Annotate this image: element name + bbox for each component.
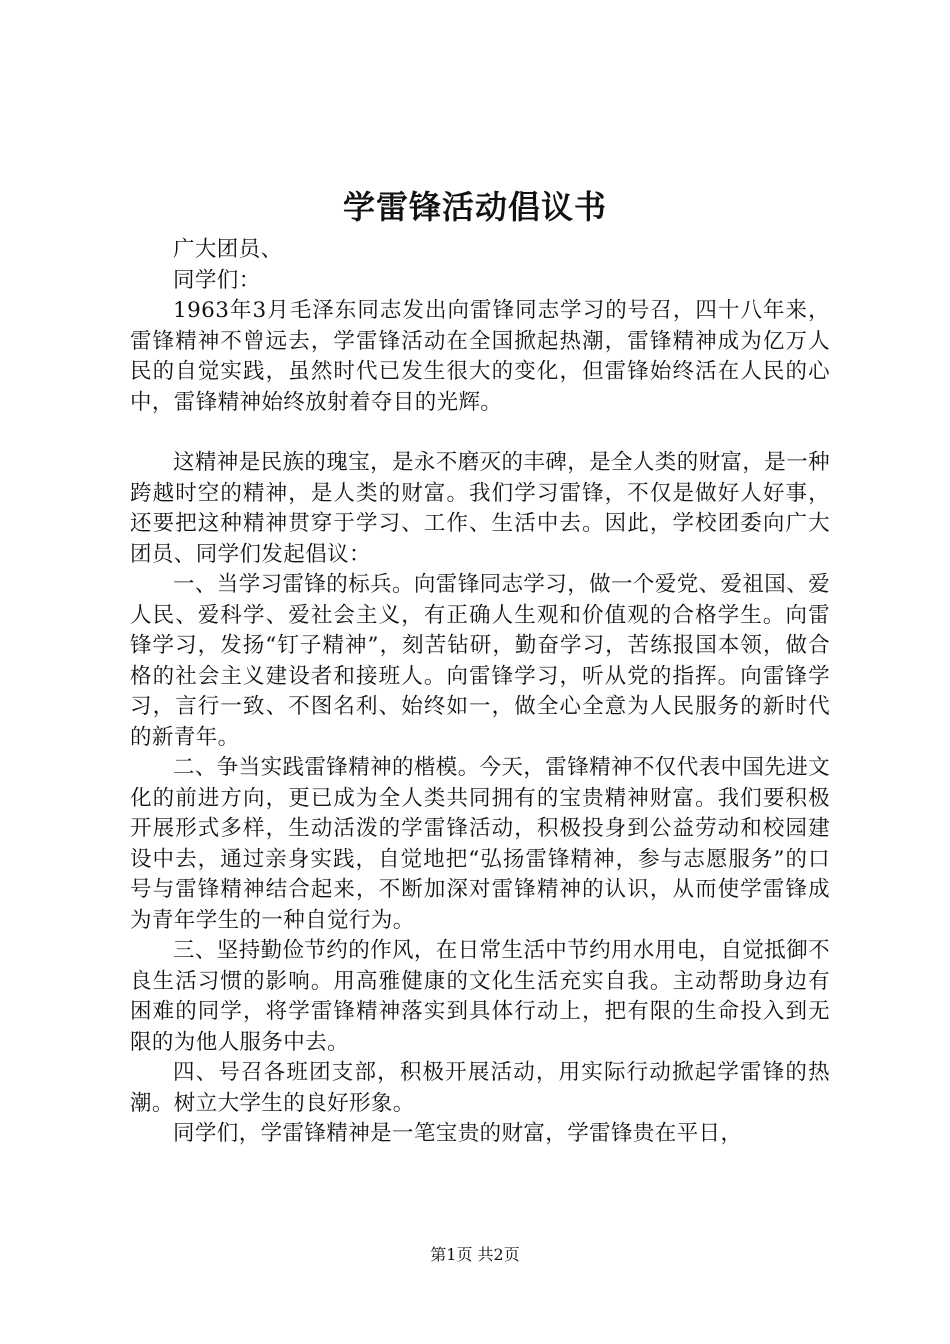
body-paragraph: 这精神是民族的瑰宝，是永不磨灭的丰碑，是全人类的财富，是一种跨越时空的精神，是人类的财富。我们学习雷锋，不仅是做好人好事，还要把这种精神贯穿于学习、工作、生活中去。因此，学校团委向广大团员、同学们发起倡议： bbox=[130, 450, 831, 567]
body-paragraph: 一、当学习雷锋的标兵。向雷锋同志学习，做一个爱党、爱祖国、爱人民、爱科学、爱社会主义，有正确人生观和价值观的合格学生。向雷锋学习，发扬“钉子精神”，刻苦钻研，勤奋学习，苦练报国本领，做合格的社会主义建设者和接班人。向雷锋学习，听从党的指挥。向雷锋学习，言行一致、不图名利、始终如一，做全心全意为人民服务的新时代的新青年。 bbox=[130, 572, 831, 750]
body-paragraph: 1963年3月毛泽东同志发出向雷锋同志学习的号召，四十八年来，雷锋精神不曾远去，学雷锋活动在全国掀起热潮，雷锋精神成为亿万人民的自觉实践，虽然时代已发生很大的变化，但雷锋始终活在人民的心中，雷锋精神始终放射着夺目的光辉。 bbox=[130, 298, 830, 415]
salutation-line: 同学们： bbox=[173, 267, 261, 293]
body-paragraph: 同学们，学雷锋精神是一笔宝贵的财富，学雷锋贵在平日， bbox=[173, 1121, 743, 1146]
body-paragraph: 四、号召各班团支部，积极开展活动，用实际行动掀起学雷锋的热潮。树立大学生的良好形象。 bbox=[130, 1060, 830, 1116]
document-title: 学雷锋活动倡议书 bbox=[342, 188, 607, 226]
body-paragraph: 二、争当实践雷锋精神的楷模。今天，雷锋精神不仅代表中国先进文化的前进方向，更已成为全人类共同拥有的宝贵精神财富。我们要积极开展形式多样，生动活泼的学雷锋活动，积极投身到公益劳动和校园建设中去，通过亲身实践，自觉地把“弘扬雷锋精神，参与志愿服务”的口号与雷锋精神结合起来，不断加深对雷锋精神的认识，从而使学雷锋成为青年学生的一种自觉行为。 bbox=[130, 755, 831, 933]
salutation-line: 广大团员、 bbox=[173, 237, 283, 262]
page-number-footer: 第1页 共2页 bbox=[430, 1245, 520, 1264]
body-paragraph: 三、坚持勤俭节约的作风，在日常生活中节约用水用电，自觉抵御不良生活习惯的影响。用高雅健康的文化生活充实自我。主动帮助身边有困难的同学，将学雷锋精神落实到具体行动上，把有限的生命投入到无限的为他人服务中去。 bbox=[130, 938, 831, 1055]
document-body bbox=[130, 235, 830, 1150]
